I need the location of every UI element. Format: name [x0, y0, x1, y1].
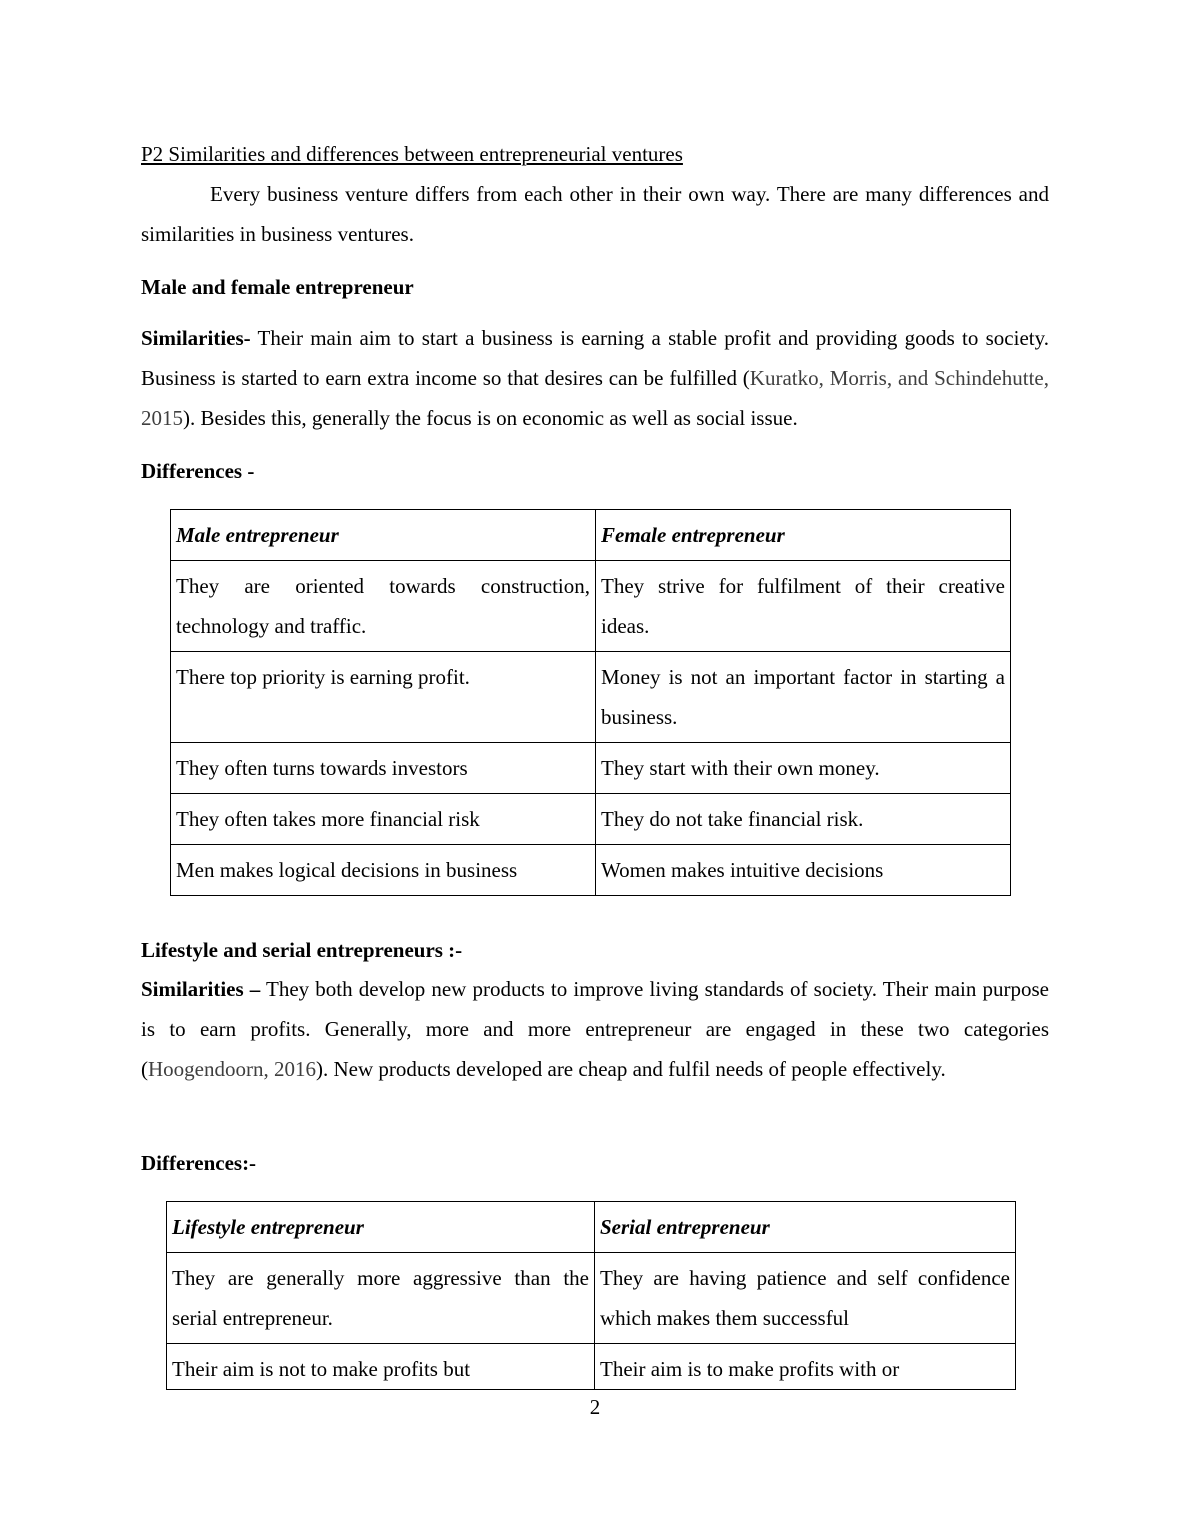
table-header-cell: Lifestyle entrepreneur: [167, 1202, 595, 1253]
table-row: [171, 652, 1011, 743]
table-cell: They are generally more aggressive than the serial entrepreneur.: [167, 1253, 595, 1344]
table-row: [171, 845, 1011, 896]
table-row: [171, 743, 1011, 794]
table-cell: They often turns towards investors: [171, 743, 596, 794]
table-cell: They are oriented towards construction, technology and traffic.: [171, 561, 596, 652]
table-cell: They strive for fulfilment of their creative ideas.: [596, 561, 1011, 652]
table-cell: Their aim is not to make profits but: [167, 1344, 595, 1390]
table-cell: There top priority is earning profit.: [171, 652, 596, 743]
citation: Kuratko, Morris, and Schindehutte, 2015: [141, 366, 1049, 430]
lifestyle-serial-similarities-paragraph: [141, 969, 1049, 1089]
table-header-cell: Male entrepreneur: [171, 510, 596, 561]
male-female-table: [170, 509, 1011, 896]
similarities-label: Similarities-: [141, 326, 251, 350]
section-heading: P2 Similarities and differences between entrepreneurial ventures: [141, 142, 683, 166]
male-female-heading: Male and female entrepreneur: [141, 275, 414, 299]
lifestyle-serial-differences-label: Differences:-: [141, 1151, 257, 1175]
table-row: [171, 794, 1011, 845]
intro-paragraph: Every business venture differs from each other in their own way. There are many differences and similarities in business ventures.: [141, 182, 1049, 246]
similarities-text: Their main aim to start a business is earning a stable profit and providing goods to society. Business is started to earn extra income so that desires can be fulfilled (: [141, 326, 1049, 390]
page-number: 2: [589, 1395, 601, 1419]
similarities-text: They both develop new products to improve living standards of society. Their main purpose is to earn profits. Generally, more and more entrepreneur are engaged in these two categories (: [141, 977, 1049, 1081]
similarities-label: Similarities –: [141, 977, 261, 1001]
table-cell: They start with their own money.: [596, 743, 1011, 794]
table-header-row: [171, 510, 1011, 561]
table-cell: Men makes logical decisions in business: [171, 845, 596, 896]
lifestyle-serial-table: [166, 1201, 1016, 1390]
male-female-similarities-paragraph: [141, 318, 1049, 438]
similarities-text-end: ). Besides this, generally the focus is on economic as well as social issue.: [183, 406, 798, 430]
table-cell: Their aim is to make profits with or: [595, 1344, 1016, 1390]
table-header-row: [167, 1202, 1016, 1253]
table-row: [167, 1253, 1016, 1344]
table-header-cell: Female entrepreneur: [596, 510, 1011, 561]
table-row: [171, 561, 1011, 652]
male-female-differences-label: Differences -: [141, 459, 255, 483]
lifestyle-serial-heading: Lifestyle and serial entrepreneurs :-: [141, 938, 463, 962]
table-row: [167, 1344, 1016, 1390]
table-cell: They do not take financial risk.: [596, 794, 1011, 845]
table-cell: They often takes more financial risk: [171, 794, 596, 845]
table-cell: Women makes intuitive decisions: [596, 845, 1011, 896]
table-header-cell: Serial entrepreneur: [595, 1202, 1016, 1253]
table-cell: Money is not an important factor in starting a business.: [596, 652, 1011, 743]
citation: Hoogendoorn, 2016: [148, 1057, 316, 1081]
similarities-text-end: ). New products developed are cheap and fulfil needs of people effectively.: [315, 1057, 946, 1081]
table-cell: They are having patience and self confidence which makes them successful: [595, 1253, 1016, 1344]
